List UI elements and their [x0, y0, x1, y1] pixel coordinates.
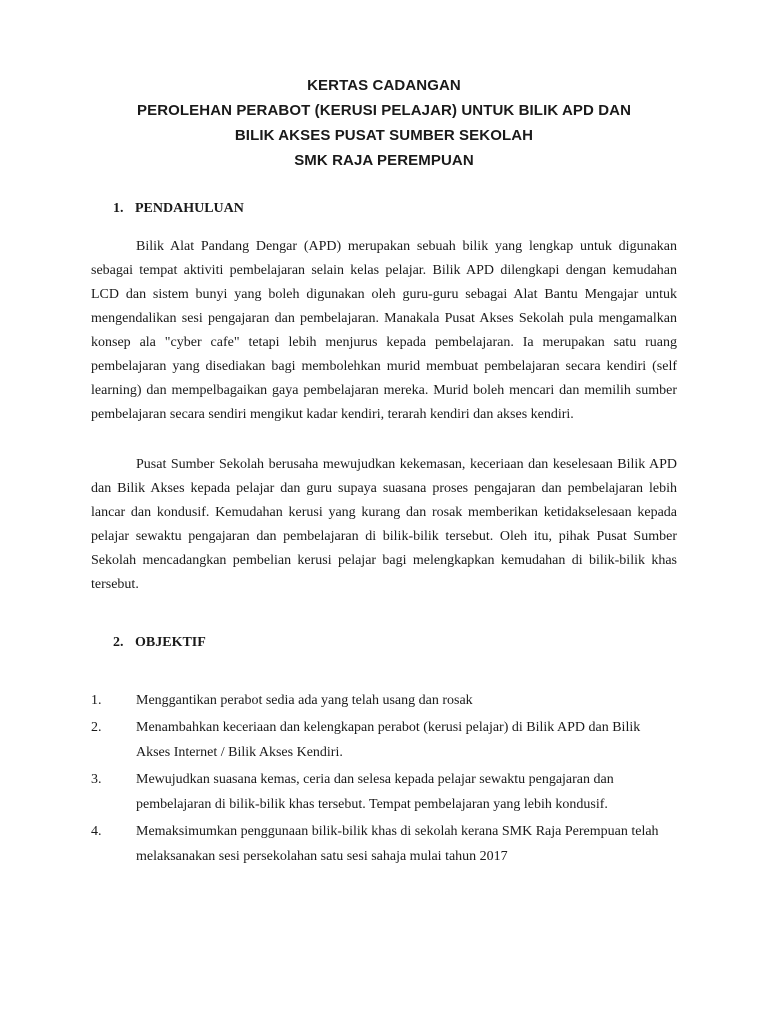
section-title: PENDAHULUAN [135, 201, 244, 216]
list-item-text: Memaksimumkan penggunaan bilik-bilik khas di sekolah kerana SMK Raja Perempuan telah melaksanakan sesi persekolahan satu sesi sahaja mulai tahun 2017 [136, 823, 659, 864]
list-item-number: 4. [91, 823, 102, 839]
intro-paragraph-1: Bilik Alat Pandang Dengar (APD) merupakan sebuah bilik yang lengkap untuk digunakan sebagai tempat aktiviti pembelajaran selain kelas pelajar. Bilik APD dilengkapi dengan kemudahan LCD dan sistem bunyi yang boleh digunakan oleh guru-guru sebagai Alat Bantu Mengajar untuk mengendalikan sesi pengajaran dan pembelajaran. Manakala Pusat Akses Sekolah pula mengamalkan konsep ala "cyber cafe" tetapi lebih menjurus kepada pembelajaran. Ia merupakan satu ruang pembelajaran yang disediakan bagi membolehkan murid membuat pembelajaran secara kendiri (self learning) dan mempelbagaikan gaya pembelajaran mereka. Murid boleh mencari dan memilih sumber pembelajaran secara sendiri mengikut kadar kendiri, terarah kendiri dan akses kendiri. [91, 239, 677, 422]
intro-paragraph-2: Pusat Sumber Sekolah berusaha mewujudkan kekemasan, keceriaan dan keselesaan Bilik APD dan Bilik Akses kepada pelajar dan guru supaya suasana proses pengajaran dan pembelajaran lebih lancar dan kondusif. Kemudahan kerusi yang kurang dan rosak memberikan ketidakselesaan kepada pelajar sewaktu pengajaran dan pembelajaran di bilik-bilik tersebut. Oleh itu, pihak Pusat Sumber Sekolah mencadangkan pembelian kerusi pelajar bagi melengkapkan kemudahan di bilik-bilik khas tersebut. [91, 457, 677, 592]
list-item [91, 715, 677, 766]
list-item-number: 1. [91, 693, 102, 708]
section-number: 1. [113, 201, 124, 216]
list-item [91, 819, 677, 870]
list-item-text: Menambahkan keceriaan dan kelengkapan perabot (kerusi pelajar) di Bilik APD dan Bilik Akses Internet / Bilik Akses Kendiri. [136, 719, 641, 760]
title-line-4: SMK RAJA PEREMPUAN [294, 152, 474, 169]
title-line-3: BILIK AKSES PUSAT SUMBER SEKOLAH [234, 127, 534, 144]
list-item-text: Menggantikan perabot sedia ada yang telah usang dan rosak [136, 693, 473, 708]
section-number: 2. [113, 635, 124, 650]
title-line-1: KERTAS CADANGAN [307, 77, 461, 94]
list-item-number: 3. [91, 771, 102, 787]
list-item-number: 2. [91, 719, 102, 735]
list-item [91, 688, 677, 714]
title-line-2: PEROLEHAN PERABOT (KERUSI PELAJAR) UNTUK BILIK APD DAN [136, 102, 632, 119]
list-item-text: Mewujudkan suasana kemas, ceria dan selesa kepada pelajar sewaktu pengajaran dan pembelajaran di bilik-bilik khas tersebut. Tempat pembelajaran yang lebih kondusif. [136, 771, 614, 812]
objective-list [91, 688, 677, 871]
section-heading-objektif [113, 633, 206, 653]
section-title: OBJEKTIF [135, 635, 206, 650]
document-title [0, 73, 768, 173]
list-item [91, 767, 677, 818]
section-heading-pendahuluan [113, 199, 244, 219]
